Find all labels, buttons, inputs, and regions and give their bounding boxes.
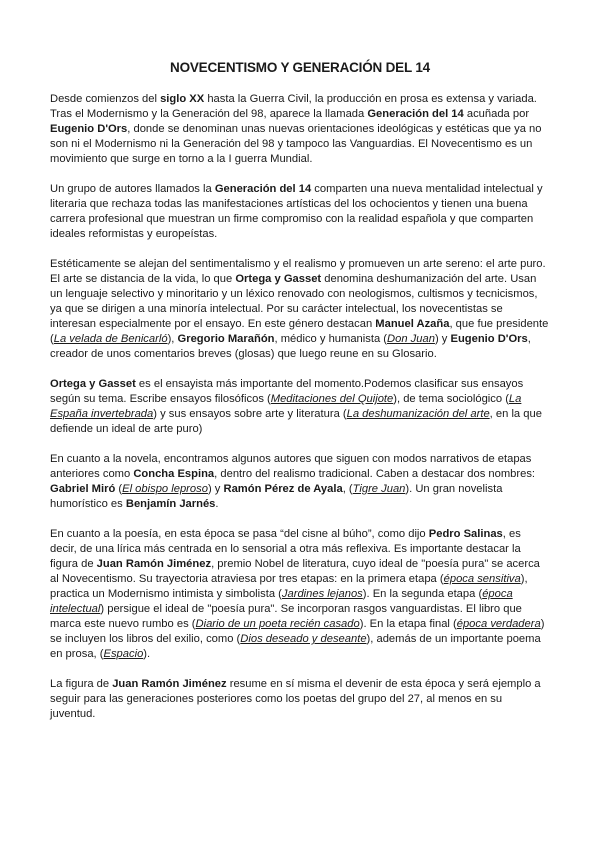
text-run: En cuanto a la novela, encontramos algunos autores que siguen con modos narrativos de etapas anteriores como — [50, 453, 532, 480]
text-run: , es decir, de una lírica más centrada en lo sensorial a otra más reflexiva. Es importante destacar la figura de — [50, 528, 521, 570]
text-run: ( — [115, 483, 123, 495]
work-title: Don Juan — [387, 333, 435, 345]
bold-name: Generación del 14 — [214, 183, 312, 195]
bold-name: Ortega y Gasset — [50, 378, 136, 390]
text-run: , donde se denominan unas nuevas orientaciones ideológicas y estéticas que ya no son ni el Modernismo ni la Generación del 98 y tampoco las Vanguardias. El Novecentismo es un movimiento que surge en torno a la I guerra Mundial. — [50, 123, 542, 165]
work-title: Diario de un poeta recién casado — [195, 618, 360, 630]
paragraph — [50, 677, 550, 722]
work-title: época verdadera — [456, 618, 541, 630]
work-title: La velada de Benicarló — [53, 333, 168, 345]
text-run: , en la que defiende un ideal de arte puro) — [50, 408, 542, 435]
text-run: ) y — [434, 333, 451, 345]
text-run: ). En la segunda etapa ( — [362, 588, 483, 600]
text-run: Estéticamente se alejan del sentimentalismo y el realismo y promueven un arte sereno: el arte puro. El arte se distancia de la vida, lo que — [50, 258, 546, 285]
text-run: , dentro del realismo tradicional. Caben a destacar dos nombres: — [214, 468, 536, 480]
text-run: ), además de un importante poema en prosa, ( — [50, 633, 541, 660]
bold-name: Ramón Pérez de Ayala — [223, 483, 343, 495]
bold-name: Pedro Salinas — [428, 528, 503, 540]
text-run: ) se incluyen los libros del exilio, como ( — [50, 618, 545, 645]
bold-name: Benjamín Jarnés — [125, 498, 216, 510]
bold-name: Juan Ramón Jiménez — [96, 558, 212, 570]
work-title: Jardines lejanos — [281, 588, 363, 600]
text-run: es el ensayista más importante del momento.Podemos clasificar sus ensayos según su tema. Escribe ensayos filosóficos ( — [50, 378, 524, 405]
bold-name: Gregorio Marañón — [177, 333, 275, 345]
text-run: ). — [143, 648, 151, 660]
text-run: ) y sus ensayos sobre arte y literatura ( — [153, 408, 347, 420]
work-title: Meditaciones del Quijote — [270, 393, 394, 405]
bold-name: Gabriel Miró — [50, 483, 116, 495]
work-title: La España invertebrada — [50, 393, 522, 420]
document-title: NOVECENTISMO Y GENERACIÓN DEL 14 — [170, 60, 430, 75]
text-run: ), practica un Modernismo intimista y simbolista ( — [50, 573, 528, 600]
paragraph — [50, 92, 550, 167]
bold-name: Ortega y Gasset — [235, 273, 322, 285]
text-run: denomina deshumanización del arte. Usan un lenguaje selectivo y minoritario y un léxico renovado con neologismos, cultismos y tecnicismos, ya que se dirigen a una minoría intelectual. Por su carácter intelectual, los novecentistas se interesan especialmente por el ensayo. En este género destacan — [50, 273, 538, 330]
work-title: Dios deseado y deseante — [240, 633, 367, 645]
work-title: época intelectual — [50, 588, 513, 615]
bold-name: Concha Espina — [133, 468, 215, 480]
text-run: resume en sí misma el devenir de esta época y será ejemplo a seguir para las generaciones posteriores como los poetas del grupo del 27, al menos en su juventud. — [50, 678, 541, 720]
text-run: Un grupo de autores llamados la — [50, 183, 215, 195]
text-run: ). Un gran novelista humorístico es — [50, 483, 503, 510]
paragraph — [50, 452, 550, 512]
work-title: época sensitiva — [443, 573, 521, 585]
text-run: ) persigue el ideal de "poesía pura". Se incorporan rasgos vanguardistas. El libro que marca este nuevo rumbo es ( — [50, 603, 522, 630]
text-run: acuñada por — [463, 108, 530, 120]
work-title: La deshumanización del arte — [346, 408, 490, 420]
bold-name: Juan Ramón Jiménez — [112, 678, 227, 690]
paragraph — [50, 182, 550, 242]
text-run: , que fue presidente ( — [50, 318, 549, 345]
text-run: . — [215, 498, 219, 510]
text-run: comparten una nueva mentalidad intelectual y literaria que rechaza todas las manifestaciones artísticas del los ochocientos y tienen una buena carrera profesional que muestran un firme compromiso con la realidad española y que comparten ideales reformistas y europeístas. — [50, 183, 543, 240]
text-run: En cuanto a la poesía, en esta época se pasa “del cisne al búho”, como dijo — [50, 528, 429, 540]
text-run: hasta la Guerra Civil, la producción en prosa es extensa y variada. Tras el Modernismo y la Generación del 98, aparece la llamada — [50, 93, 537, 120]
bold-name: siglo XX — [160, 93, 205, 105]
work-title: Espacio — [103, 648, 144, 660]
text-run: , creador de unos comentarios breves (glosas) que luego reune en su Glosario. — [50, 333, 531, 360]
bold-name: Eugenio D'Ors — [50, 123, 128, 135]
paragraph — [50, 257, 550, 362]
text-run: , ( — [342, 483, 353, 495]
text-run: ), de tema sociológico ( — [393, 393, 509, 405]
text-run: La figura de — [50, 678, 113, 690]
work-title: Tigre Juan — [352, 483, 406, 495]
work-title: El obispo leproso — [122, 483, 208, 495]
bold-name: Manuel Azaña — [375, 318, 450, 330]
bold-name: Eugenio D'Ors — [450, 333, 528, 345]
paragraph — [50, 527, 550, 662]
text-run: Desde comienzos del — [50, 93, 161, 105]
text-run: ) y — [207, 483, 224, 495]
text-run: , médico y humanista ( — [274, 333, 388, 345]
text-run: ). En la etapa final ( — [359, 618, 457, 630]
bold-name: Generación del 14 — [367, 108, 464, 120]
document-body — [50, 92, 550, 737]
paragraph — [50, 377, 550, 437]
text-run: , premio Nobel de literatura, cuyo ideal de "poesía pura" se acerca al Novecentismo. Su trayectoria atraviesa por tres etapas: en la primera etapa ( — [50, 558, 540, 585]
text-run: ), — [167, 333, 178, 345]
